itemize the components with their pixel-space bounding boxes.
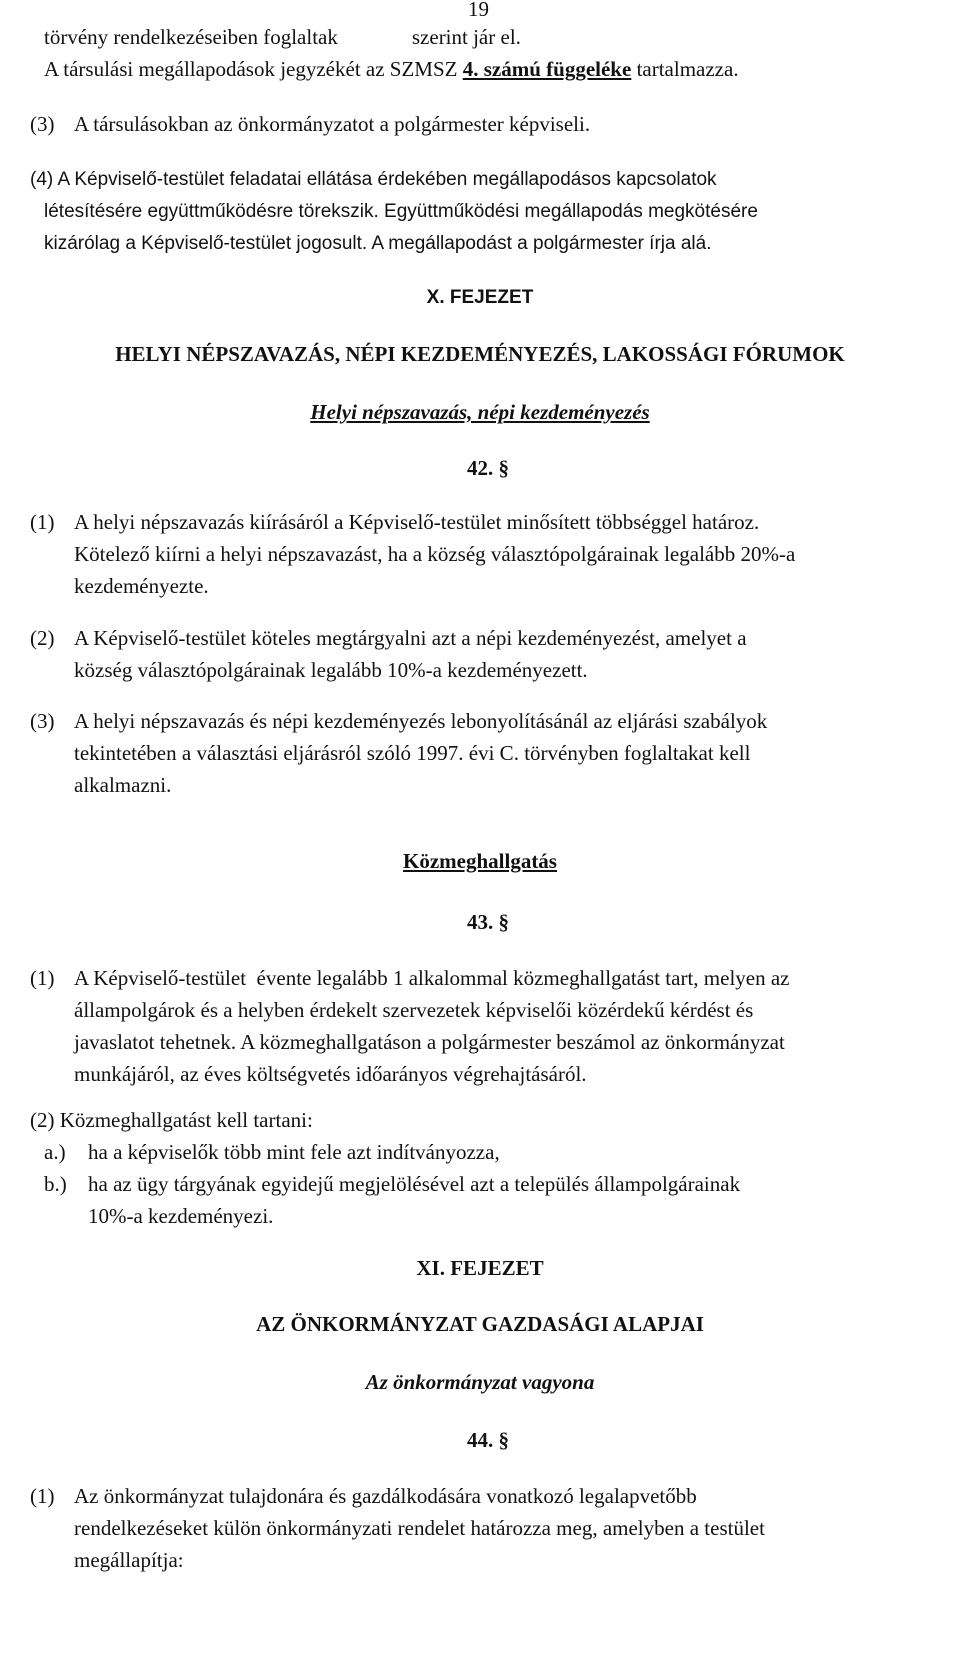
paragraph-line: Kötelező kiírni a helyi népszavazást, ha a község választópolgárainak legalább 20%-a xyxy=(74,542,796,566)
paragraph-body xyxy=(74,506,950,602)
paragraph-body xyxy=(74,962,950,1090)
chapter-heading: AZ ÖNKORMÁNYZAT GAZDASÁGI ALAPJAI xyxy=(256,1312,704,1336)
section-42-paragraph-3 xyxy=(30,705,950,801)
paragraph-4-line-1 xyxy=(30,164,950,196)
intro-line-2 xyxy=(44,53,960,85)
paragraph-line: alkalmazni. xyxy=(74,773,172,797)
paragraph-number: (3) xyxy=(30,709,55,733)
section-number-42: 42. § xyxy=(467,456,509,480)
paragraph-line: A Képviselő-testület köteles megtárgyalni azt a népi kezdeményezést, amelyet a xyxy=(74,626,747,650)
paragraph-line: rendelkezéseket külön önkormányzati rendelet határozza meg, amelyben a testület xyxy=(74,1516,765,1540)
paragraph-line: A Képviselő-testület évente legalább 1 alkalommal közmeghallgatást tart, melyen az xyxy=(74,966,790,990)
intro-text-b: szerint jár el. xyxy=(411,25,521,49)
list-item-text: ha az ügy tárgyának egyidejű megjelölésével azt a település állampolgárainak xyxy=(88,1172,741,1196)
paragraph-line: A helyi népszavazás kiírásáról a Képviselő-testület minősített többséggel határoz. xyxy=(74,510,760,534)
list-item-label: b.) xyxy=(44,1172,67,1196)
intro-line-1 xyxy=(44,21,960,53)
paragraph-number: (3) xyxy=(30,112,55,136)
paragraph-line: Az önkormányzat tulajdonára és gazdálkodására vonatkozó legalapvetőbb xyxy=(74,1484,697,1508)
paragraph-text: A Képviselő-testület feladatai ellátása érdekében megállapodásos kapcsolatok xyxy=(57,169,717,190)
section-subheading: Az önkormányzat vagyona xyxy=(365,1370,595,1394)
section-42-paragraph-1 xyxy=(30,506,950,602)
paragraph-row xyxy=(30,705,950,801)
paragraph-4-line-3: kizárólag a Képviselő-testület jogosult. A megállapodást a polgármester írja alá. xyxy=(44,233,712,254)
list-item-body xyxy=(88,1168,740,1232)
paragraph-line: munkájáról, az éves költségvetés időarányos végrehajtásáról. xyxy=(74,1062,587,1086)
paragraph-body xyxy=(74,1480,950,1576)
paragraph-4 xyxy=(30,164,950,260)
paragraph-text: A társulásokban az önkormányzatot a polgármester képviseli. xyxy=(74,112,591,136)
paragraph-number: (1) xyxy=(30,510,55,534)
paragraph-row xyxy=(30,962,950,1090)
paragraph-number: (2) xyxy=(30,626,55,650)
chapter-title: XI. FEJEZET xyxy=(416,1256,544,1280)
section-number-44: 44. § xyxy=(467,1428,509,1452)
paragraph-body xyxy=(74,705,950,801)
list-item-label: a.) xyxy=(44,1140,66,1164)
section-subheading: Közmeghallgatás xyxy=(403,849,557,873)
paragraph-3 xyxy=(30,108,950,140)
paragraph-line: megállapítja: xyxy=(74,1548,184,1572)
section-subheading: Helyi népszavazás, népi kezdeményezés xyxy=(310,400,650,424)
paragraph-number: (4) xyxy=(30,169,54,190)
list-item-text: 10%-a kezdeményezi. xyxy=(88,1204,274,1228)
appendix-reference: 4. számú függeléke xyxy=(462,57,632,81)
paragraph-row xyxy=(30,1480,950,1576)
paragraph-number: (1) xyxy=(30,1484,55,1508)
paragraph-row xyxy=(30,506,950,602)
section-44-paragraph-1 xyxy=(30,1480,950,1576)
list-item-b xyxy=(30,1168,950,1232)
paragraph-line: állampolgárok és a helyben érdekelt szervezetek képviselői közérdekű kérdést és xyxy=(74,998,754,1022)
intro-text-a: törvény rendelkezéseiben foglaltak xyxy=(44,25,338,49)
chapter-heading: HELYI NÉPSZAVAZÁS, NÉPI KEZDEMÉNYEZÉS, LAKOSSÁGI FÓRUMOK xyxy=(115,342,845,366)
paragraph-4-line-2: létesítésére együttműködésre törekszik. Együttműködési megállapodás megkötésére xyxy=(44,201,758,222)
section-43-paragraph-2 xyxy=(30,1104,950,1232)
paragraph-line: község választópolgárainak legalább 10%-a kezdeményezett. xyxy=(74,658,588,682)
list-item-text: ha a képviselők több mint fele azt indítványozza, xyxy=(88,1140,500,1164)
paragraph-line: A helyi népszavazás és népi kezdeményezés lebonyolításánál az eljárási szabályok xyxy=(74,709,768,733)
paragraph-row xyxy=(30,622,950,686)
page-number: 19 xyxy=(468,0,489,21)
paragraph-line: javaslatot tehetnek. A közmeghallgatáson a polgármester beszámol az önkormányzat xyxy=(74,1030,785,1054)
chapter-title: X. FEJEZET xyxy=(426,287,534,308)
paragraph-number: (1) xyxy=(30,966,55,990)
section-42-paragraph-2 xyxy=(30,622,950,686)
paragraph-line: (2) Közmeghallgatást kell tartani: xyxy=(30,1108,313,1132)
section-number-43: 43. § xyxy=(467,910,509,934)
section-43-paragraph-1 xyxy=(30,962,950,1090)
intro-lines xyxy=(44,21,960,85)
intro-line-2-start: A társulási megállapodások jegyzékét az SZMSZ xyxy=(44,57,463,81)
paragraph-line: kezdeményezte. xyxy=(74,574,209,598)
intro-line-2-end: tartalmazza. xyxy=(631,57,739,81)
paragraph-line: tekintetében a választási eljárásról szóló 1997. évi C. törvényben foglaltakat kell xyxy=(74,741,751,765)
list-item-a xyxy=(30,1136,950,1168)
paragraph-body xyxy=(74,622,950,686)
